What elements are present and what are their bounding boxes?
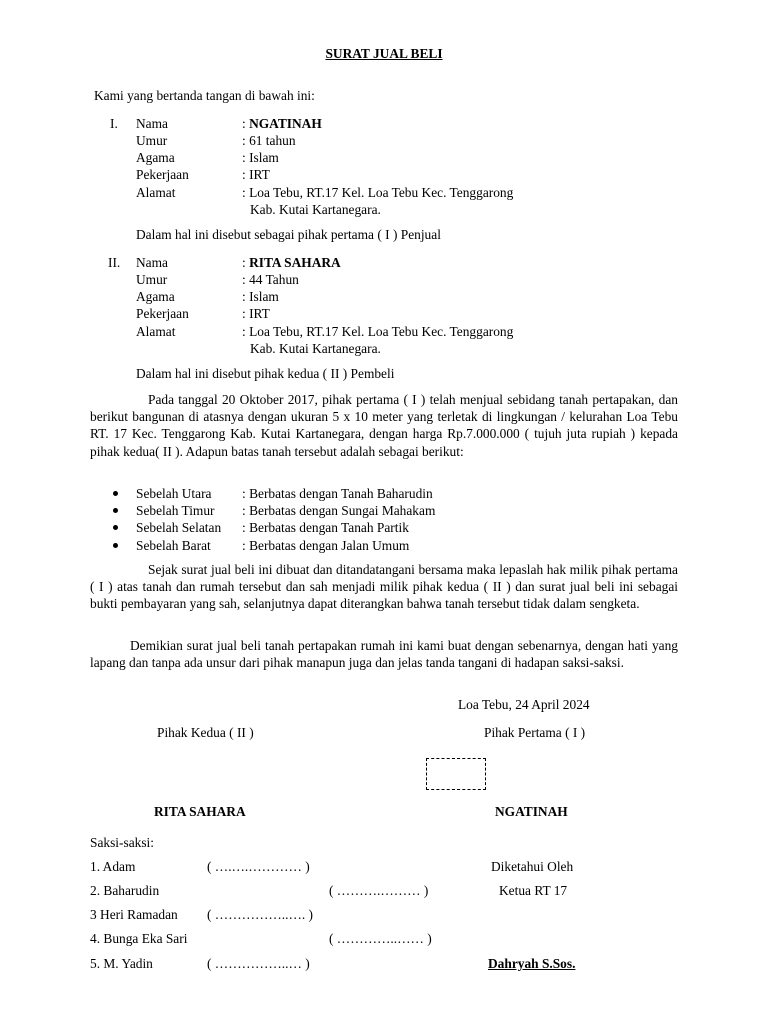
party-two-address-line1: : Loa Tebu, RT.17 Kel. Loa Tebu Kec. Tenggarong [242, 324, 514, 339]
signer-right-role: Pihak Pertama ( I ) [484, 725, 586, 740]
party-one-name-value: NGATINAH [249, 116, 322, 131]
witness-name: 3 Heri Ramadan [90, 907, 178, 922]
boundary-desc: : Berbatas dengan Tanah Partik [242, 520, 409, 535]
bullet-icon [113, 543, 118, 548]
party-two-religion: : Islam [242, 289, 279, 304]
signer-left-name: RITA SAHARA [154, 804, 246, 819]
party-two-address-line2: Kab. Kutai Kartanegara. [250, 341, 381, 356]
bullet-icon [113, 508, 118, 513]
witness-heading: Saksi-saksi: [90, 835, 154, 850]
party-two-numeral: II. [108, 255, 121, 270]
party-one-address-line1: : Loa Tebu, RT.17 Kel. Loa Tebu Kec. Tenggarong [242, 185, 514, 200]
party-one-address-label: Alamat [136, 185, 176, 200]
party-one-age: : 61 tahun [242, 133, 296, 148]
boundary-side: Sebelah Selatan [136, 520, 222, 535]
transfer-paragraph: Sejak surat jual beli ini dibuat dan ditandatangani bersama maka lepaslah hak milik pihak pertama ( I ) atas tanah dan rumah tersebut dan sah menjadi milik pihak kedua ( II ) dan surat jual beli ini sebagai bukti pembayaran yang sah, selanjutnya dapat diterangkan bahwa tanah tersebut tidak dalam sengketa. [90, 562, 678, 612]
witness-name: 4. Bunga Eka Sari [90, 931, 188, 946]
party-one-name: : NGATINAH [242, 116, 322, 131]
witness-name: 2. Baharudin [90, 883, 160, 898]
witness-signature-line: ( ……….……… ) [329, 883, 429, 898]
party-two-address-label: Alamat [136, 324, 176, 339]
party-one-numeral: I. [110, 116, 118, 131]
acknowledged-name: Dahryah S.Sos. [488, 956, 576, 971]
bullet-icon [113, 491, 118, 496]
boundary-side: Sebelah Utara [136, 486, 212, 501]
document-title: SURAT JUAL BELI [325, 46, 443, 61]
party-two-role: Dalam hal ini disebut pihak kedua ( II ) Pembeli [136, 366, 395, 381]
witness-signature-line: ( ….….………… ) [207, 859, 310, 874]
party-two-name: : RITA SAHARA [242, 255, 341, 270]
boundary-desc: : Berbatas dengan Sungai Mahakam [242, 503, 436, 518]
intro-text: Kami yang bertanda tangan di bawah ini: [94, 88, 315, 103]
place-date: Loa Tebu, 24 April 2024 [458, 697, 590, 712]
party-one-role: Dalam hal ini disebut sebagai pihak pertama ( I ) Penjual [136, 227, 441, 242]
closing-paragraph: Demikian surat jual beli tanah pertapakan rumah ini kami buat dengan sebenarnya, dengan hati yang lapang dan tanpa ada unsur dari pihak manapun juga dan jelas tanda tangani di hadapan saksi-saksi. [90, 638, 678, 671]
signer-right-name: NGATINAH [495, 804, 568, 819]
party-one-job-label: Pekerjaan [136, 167, 189, 182]
witness-signature-line: ( …………..…… ) [329, 931, 432, 946]
party-two-job: : IRT [242, 306, 270, 321]
party-one-religion: : Islam [242, 150, 279, 165]
boundary-desc: : Berbatas dengan Tanah Baharudin [242, 486, 433, 501]
party-two-job-label: Pekerjaan [136, 306, 189, 321]
party-one-age-label: Umur [136, 133, 168, 148]
party-two-age: : 44 Tahun [242, 272, 299, 287]
party-one-name-label: Nama [136, 116, 168, 131]
party-one-religion-label: Agama [136, 150, 175, 165]
signature-placeholder [426, 758, 486, 790]
witness-name: 1. Adam [90, 859, 136, 874]
party-two-name-label: Nama [136, 255, 168, 270]
sale-paragraph: Pada tanggal 20 Oktober 2017, pihak pertama ( I ) telah menjual sebidang tanah pertapakan, dan berikut bangunan di atasnya dengan ukuran 5 x 10 meter yang terletak di lingkungan / kelurahan Loa Tebu RT. 17 Kec. Tenggarong Kab. Kutai Kartanegara, dengan harga Rp.7.000.000 ( tujuh juta rupiah ) kepada pihak kedua( II ). Adapun batas tanah tersebut adalah sebagai berikut: [90, 392, 678, 459]
boundary-side: Sebelah Barat [136, 538, 211, 553]
witness-signature-line: ( ……………..… ) [207, 956, 310, 971]
party-two-name-value: RITA SAHARA [249, 255, 341, 270]
witness-name: 5. M. Yadin [90, 956, 153, 971]
party-two-religion-label: Agama [136, 289, 175, 304]
signer-left-role: Pihak Kedua ( II ) [157, 725, 254, 740]
bullet-icon [113, 525, 118, 530]
boundary-side: Sebelah Timur [136, 503, 215, 518]
boundary-desc: : Berbatas dengan Jalan Umum [242, 538, 410, 553]
acknowledged-label: Diketahui Oleh [491, 859, 574, 874]
party-one-job: : IRT [242, 167, 270, 182]
witness-signature-line: ( ……………..…. ) [207, 907, 314, 922]
party-two-age-label: Umur [136, 272, 168, 287]
party-one-address-line2: Kab. Kutai Kartanegara. [250, 202, 381, 217]
acknowledged-role: Ketua RT 17 [499, 883, 568, 898]
